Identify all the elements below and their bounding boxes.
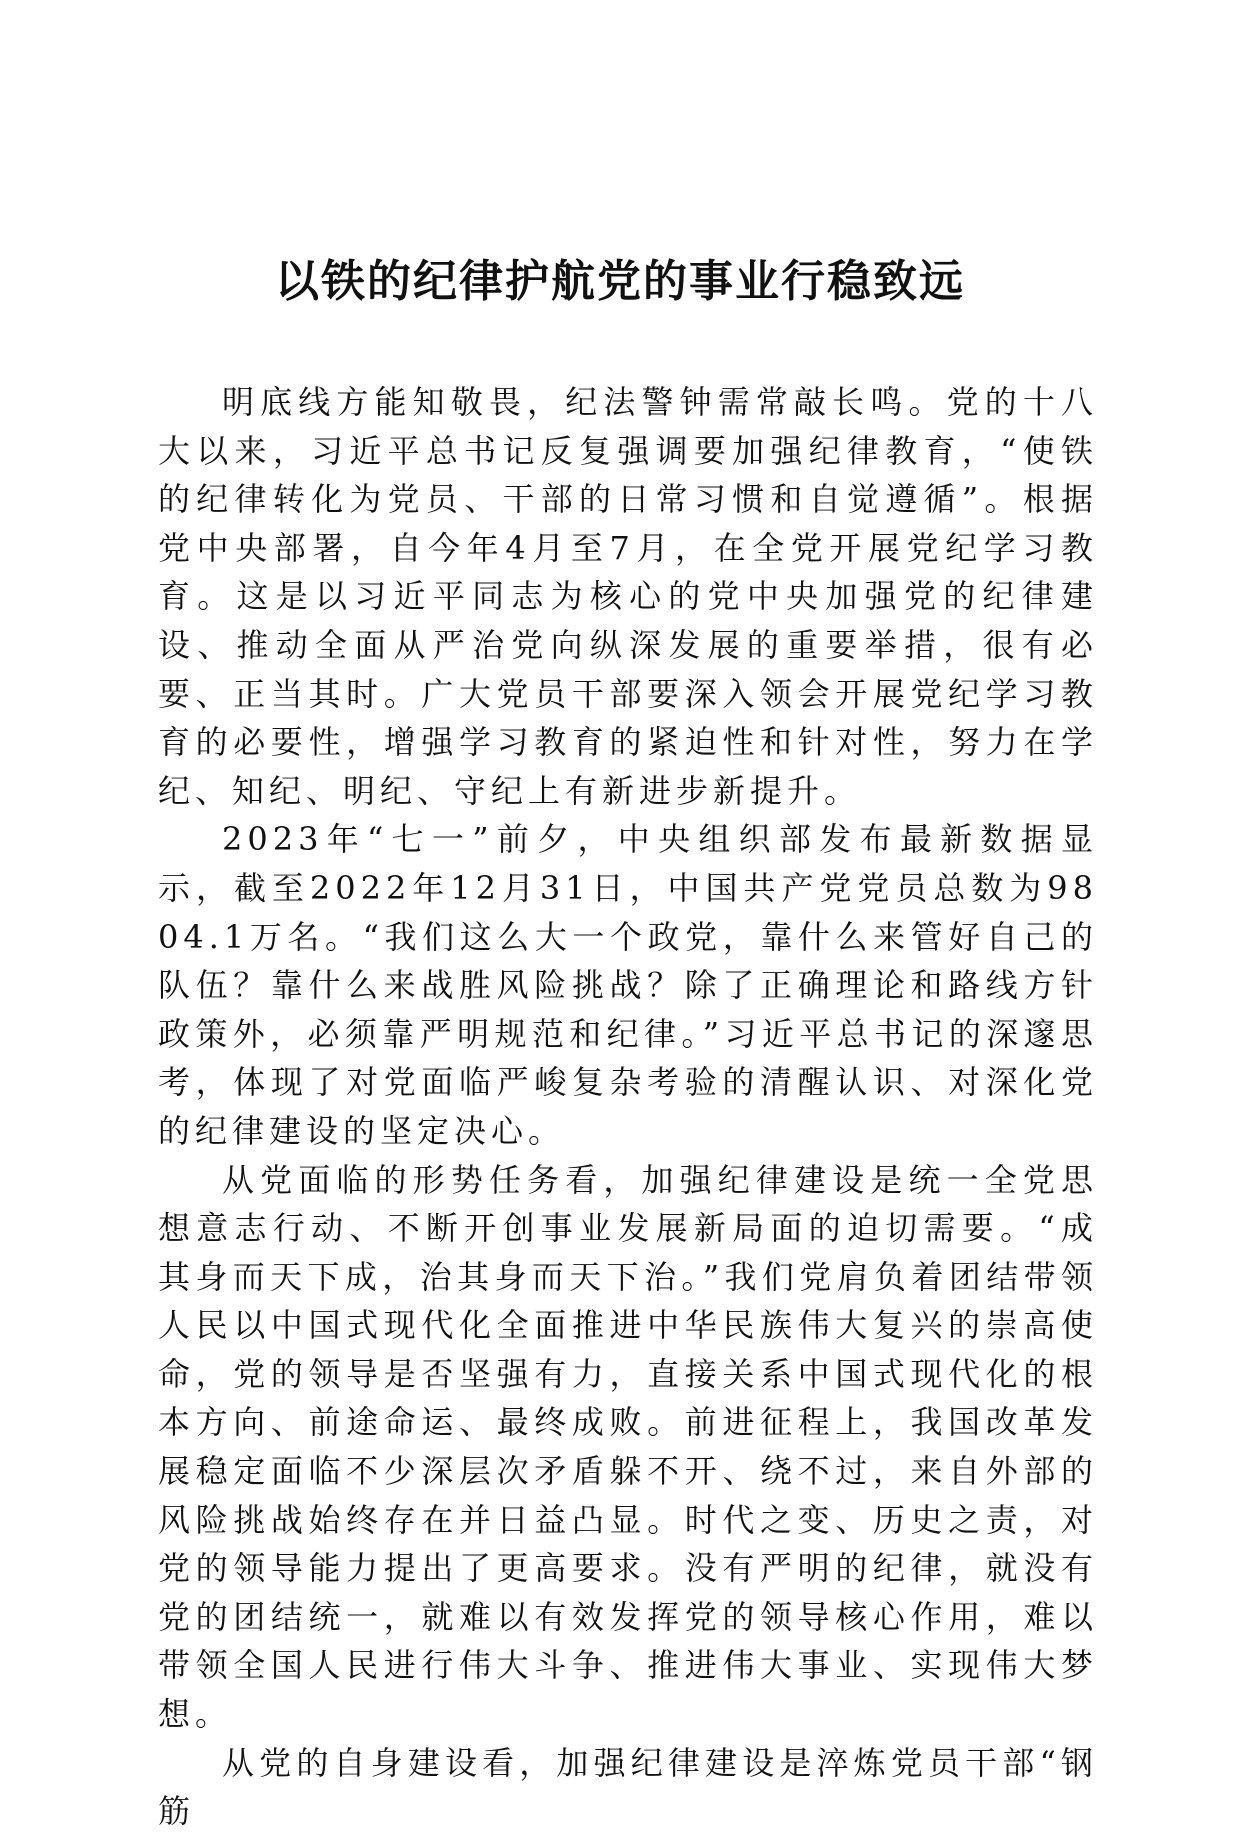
document-title: 以铁的纪律护航党的事业行稳致远 xyxy=(275,256,965,307)
paragraph-3: 从党面临的形势任务看，加强纪律建设是统一全党思想意志行动、不断开创事业发展新局面的迫切需要。“成其身而天下成，治其身而天下治。”我们党肩负着团结带领人民以中国式现代化全面推进中华民族伟大复兴的崇高使命，党的领导是否坚强有力，直接关系中国式现代化的根本方向、前途命运、最终成败。前进征程上，我国改革发展稳定面临不少深层次矛盾躲不开、绕不过，来自外部的风险挑战始终存在并日益凸显。时代之变、历史之责，对党的领导能力提出了更高要求。没有严明的纪律，就没有党的团结统一，就难以有效发挥党的领导核心作用，难以带领全国人民进行伟大斗争、推进伟大事业、实现伟大梦想。 xyxy=(158,1160,1098,1734)
paragraph-4: 从党的自身建设看，加强纪律建设是淬炼党员干部“钢筋 xyxy=(158,1743,1098,1831)
paragraph-1: 明底线方能知敬畏，纪法警钟需常敲长鸣。党的十八大以来，习近平总书记反复强调要加强纪律教育，“使铁的纪律转化为党员、干部的日常习惯和自觉遵循”。根据党中央部署，自今年4月至7月，在全党开展党纪学习教育。这是以习近平同志为核心的党中央加强党的纪律建设、推动全面从严治党向纵深发展的重要举措，很有必要、正当其时。广大党员干部要深入领会开展党纪学习教育的必要性，增强学习教育的紧迫性和针对性，努力在学纪、知纪、明纪、守纪上有新进步新提升。 xyxy=(158,383,1098,810)
document-body xyxy=(158,378,1098,1836)
paragraph-2: 2023年“七一”前夕，中央组织部发布最新数据显示，截至2022年12月31日，中国共产党党员总数为9804.1万名。“我们这么大一个政党，靠什么来管好自己的队伍？靠什么来战胜风险挑战？除了正确理论和路线方针政策外，必须靠严明规范和纪律。”习近平总书记的深邃思考，体现了对党面临严峻复杂考验的清醒认识、对深化党的纪律建设的坚定决心。 xyxy=(158,820,1098,1150)
